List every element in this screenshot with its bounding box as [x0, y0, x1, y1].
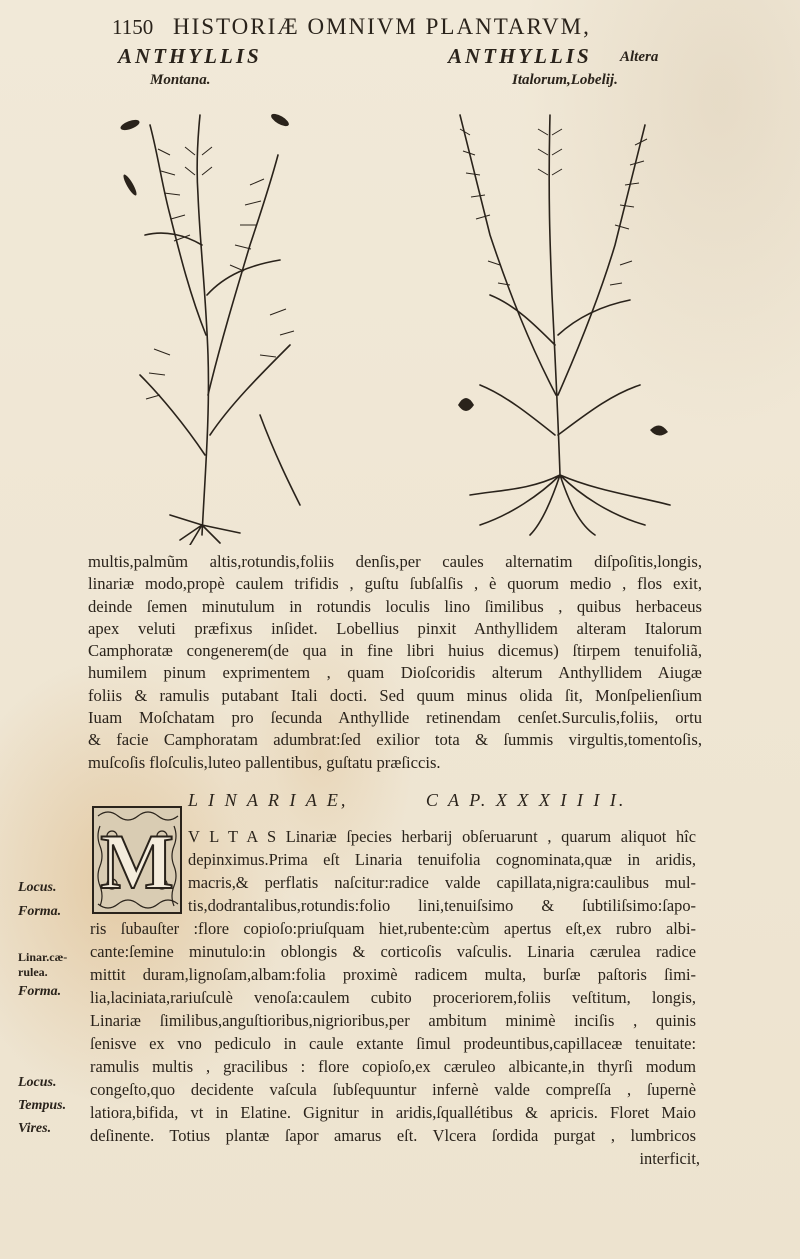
decorated-initial-m [92, 806, 182, 914]
text-line: latiora,bifida, vt in Elatine. Gignitur in aridis,ſquallétibus & apricis. Floret Maio [90, 1103, 696, 1122]
margin-note-linaria-caerulea-b: rulea. [18, 965, 48, 979]
text-line: Iuam Moſchatam pro ſecunda Anthyllide retinendam cenſet.Surculis,foliis, ortu [88, 708, 702, 728]
text-line: apex veluti præfixus inſidet. Lobellius pinxit Anthyllidem alteram Italorum [88, 618, 702, 638]
catchword: interficit, [639, 1149, 700, 1168]
margin-note-vires: Vires. [18, 1121, 52, 1136]
right-figure-subtitle: Italorum,Lobelij. [512, 72, 618, 88]
chapter-number: C A P. X X X I I I I. [425, 790, 627, 810]
chapter-heading [188, 790, 708, 811]
margin-note-linaria-caerulea-a: Linar.cæ- [18, 950, 68, 964]
right-figure-title-suffix: Altera [620, 49, 659, 65]
text-line: V L T A S Linariæ ſpecies herbarij obſeruarunt , quarum aliquot hîc [188, 827, 696, 846]
text-line: deſinente. Totius plantæ ſapor amarus eſt. Vlcera ſordida purgat , lumbricos [90, 1126, 696, 1145]
running-title: HISTORIÆ OMNIVM PLANTARVM, [172, 14, 591, 39]
text-line: Linariæ ſimilibus,anguſtioribus,nigrioribus,per ambitum minimè inciſis , quinis [90, 1011, 696, 1030]
text-line: macris,& perflatis naſcitur:radice valde capillata,nigra:caulibus mul- [188, 873, 696, 892]
paragraph-anthyllis [88, 551, 702, 774]
right-figure-title: ANTHYLLIS [448, 44, 592, 68]
left-figure-title: ANTHYLLIS [118, 44, 262, 68]
text-line: foliis & ramulis putabant Itali docti. Sed quum minus olida ſit, Monſpelienſium [88, 685, 702, 705]
chapter-title: L I N A R I A E, [188, 790, 349, 810]
text-line: humilem pinum exprimentem , quam Dioſcoridis alterum Anthyllidem Aiugæ [88, 663, 702, 683]
text-line: muſcoſis floſculis,luteo pallentibus, guſtatu præſiccis. [88, 752, 441, 772]
text-line: ramulis multis , gracilibus : flore copioſo,ex cæruleo albicante,in thyrſi modum [90, 1057, 696, 1076]
running-header [112, 14, 732, 40]
page-number: 1150 [112, 15, 154, 39]
left-figure-subtitle: Montana. [150, 72, 211, 88]
anthyllis-altera-illustration [430, 95, 690, 540]
text-line: depinximus.Prima eſt Linaria tenuifolia cognominata,quæ in aridis, [188, 850, 696, 869]
margin-note-locus-2: Locus. [18, 1075, 57, 1090]
text-line: deinde ſemen minutulum in rotundis loculis lino ſimilibus , quibus herbaceus [88, 596, 702, 616]
text-line: multis,palmũm altis,rotundis,foliis denſis,per caules alternatim diſpoſitis,longis, [88, 552, 702, 571]
text-line: congeſto,quo decidente vaſcula ſubſequuntur infernè valde compreſſa , ſupernè [90, 1080, 696, 1099]
text-line: Camphoratæ congenerem(de qua in fine libri huius dicemus) ſtirpem tenuifoliã, [88, 641, 702, 661]
text-line: cante:ſemine minutulo:in oblongis & corticoſis vaſculis. Linaria cærulea radice [90, 942, 696, 961]
text-line: tis,dodrantalibus,rotundis:folio lini,tenuiſsimo & ſubtiliſsimo:ſapo- [188, 896, 696, 915]
text-line: ris ſubauſter :flore copioſo:priuſquam hiet,rubente:cùm apertus eſt,ex rubro albi- [90, 919, 696, 938]
svg-text:M: M [100, 818, 174, 905]
anthyllis-montana-illustration [110, 95, 340, 545]
margin-note-forma-2: Forma. [18, 984, 62, 999]
text-line: ſenisve ex vno pediculo in caule extante ſimul prodeuntibus,capillaceæ tenuitate: [90, 1034, 696, 1053]
margin-note-forma: Forma. [18, 904, 62, 919]
margin-note-locus: Locus. [18, 880, 57, 895]
margin-note-tempus: Tempus. [18, 1098, 67, 1113]
text-line: mittit duram,lignoſam,albam:folia proximè radicem multa, burſæ paſtoris ſimi- [90, 965, 696, 984]
text-line: lia,laciniata,rariuſculè venoſa:caulem cubito proceriorem,foliis veſtitum, longis, [90, 988, 696, 1007]
text-line: & facie Camphoratam adumbrat:ſed exilior tota & ſummis virgultis,tomentoſis, [88, 730, 702, 750]
text-line: linariæ modo,propè caulem trifidis , guſtu ſubſalſis , è quorum medio , flos exit, [88, 574, 702, 594]
